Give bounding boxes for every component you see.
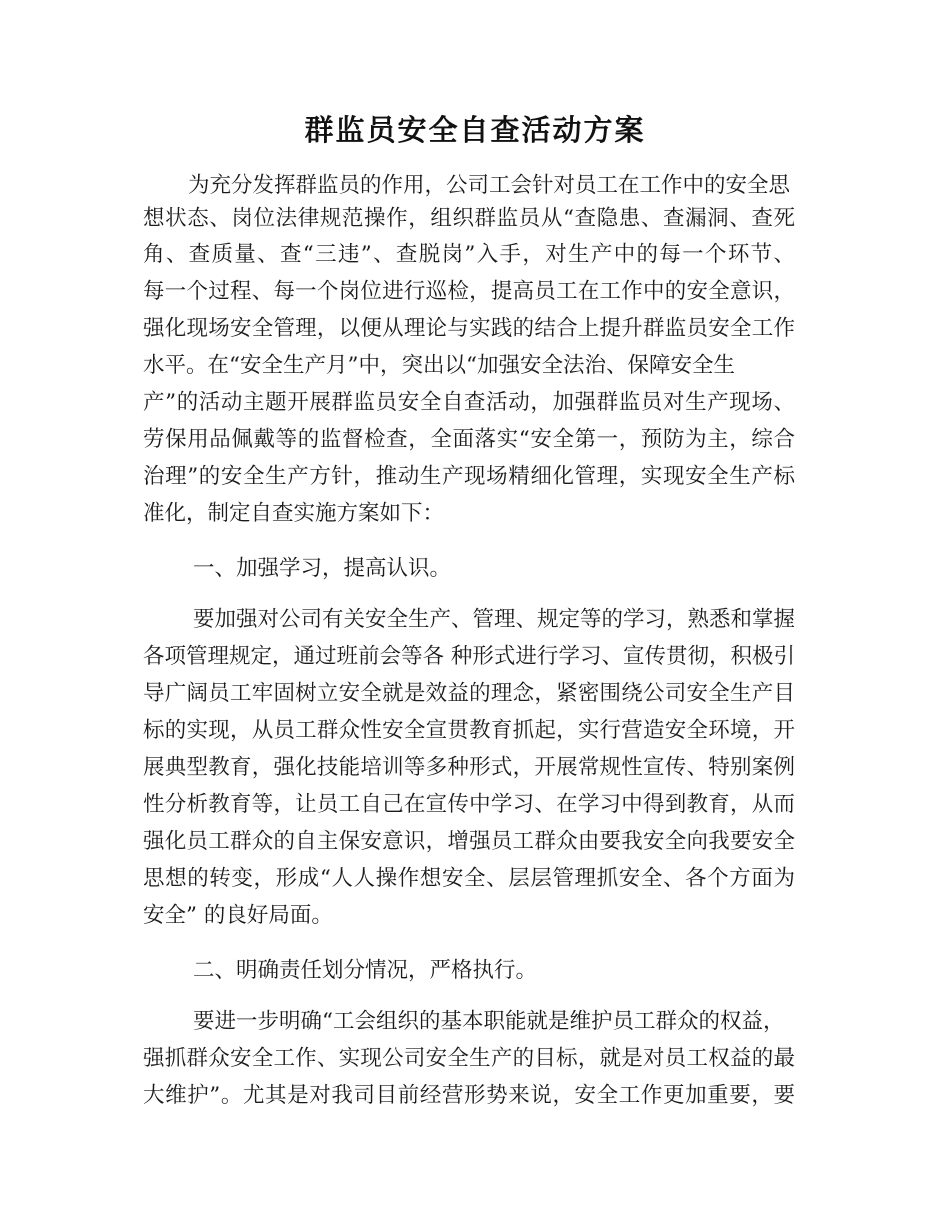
paragraph-2-line-2: 各项管理规定，通过班前会等各 种形式进行学习、宣传贯彻，积极引 [143, 644, 795, 669]
paragraph-1-line-6: 水平。在“安全生产月”中，突出以“加强安全法治、保障安全生 [143, 353, 735, 378]
paragraph-1-line-4: 每一个过程、每一个岗位进行巡检，提高员工在工作中的安全意识， [143, 279, 795, 304]
paragraph-2-line-5: 展典型教育，强化技能培训等多种形式，开展常规性宣传、特别案例 [143, 755, 795, 780]
paragraph-2-line-6: 性分析教育等，让员工自己在宣传中学习、在学习中得到教育，从而 [143, 792, 795, 817]
paragraph-1-line-5: 强化现场安全管理，以便从理论与实践的结合上提升群监员安全工作 [143, 316, 795, 341]
paragraph-1-line-1: 为充分发挥群监员的作用，公司工会针对员工在工作中的安全思 [188, 173, 791, 198]
paragraph-3-line-1: 要进一步明确“工会组织的基本职能就是维护员工群众的权益， [193, 1009, 785, 1034]
paragraph-1-line-10: 准化，制定自查实施方案如下： [143, 501, 445, 526]
document-title: 群监员安全自查活动方案 [304, 113, 646, 147]
paragraph-2-line-1: 要加强对公司有关安全生产、管理、规定等的学习，熟悉和掌握 [193, 607, 796, 632]
paragraph-1-line-8: 劳保用品佩戴等的监督检查，全面落实“安全第一，预防为主，综合 [143, 427, 795, 452]
paragraph-2-line-9: 安全” 的良好局面。 [143, 903, 333, 928]
paragraph-1-line-2: 想状态、岗位法律规范操作，组织群监员从“查隐患、查漏洞、查死 [143, 206, 795, 231]
section-heading-1: 一、加强学习，提高认识。 [193, 556, 452, 581]
paragraph-3-line-2: 强抓群众安全工作、实现公司安全生产的目标，就是对员工权益的最 [143, 1046, 795, 1071]
paragraph-2-line-4: 标的实现，从员工群众性安全宣贯教育抓起，实行营造安全环境，开 [143, 718, 795, 743]
paragraph-3-line-3: 大维护”。尤其是对我司目前经营形势来说，安全工作更加重要，要 [143, 1083, 795, 1108]
paragraph-2-line-3: 导广阔员工牢固树立安全就是效益的理念，紧密围绕公司安全生产目 [143, 681, 795, 706]
paragraph-1-line-3: 角、查质量、查“三违”、查脱岗”入手，对生产中的每一个环节、 [143, 242, 795, 267]
paragraph-2-line-8: 思想的转变，形成“人人操作想安全、层层管理抓安全、各个方面为 [143, 866, 795, 891]
paragraph-1-line-7: 产”的活动主题开展群监员安全自查活动，加强群监员对生产现场、 [143, 390, 795, 415]
paragraph-2-line-7: 强化员工群众的自主保安意识，增强员工群众由要我安全向我要安全 [143, 829, 795, 854]
paragraph-1-line-9: 治理”的安全生产方针，推动生产现场精细化管理，实现安全生产标 [143, 464, 795, 489]
section-heading-2: 二、明确责任划分情况，严格执行。 [193, 958, 538, 983]
